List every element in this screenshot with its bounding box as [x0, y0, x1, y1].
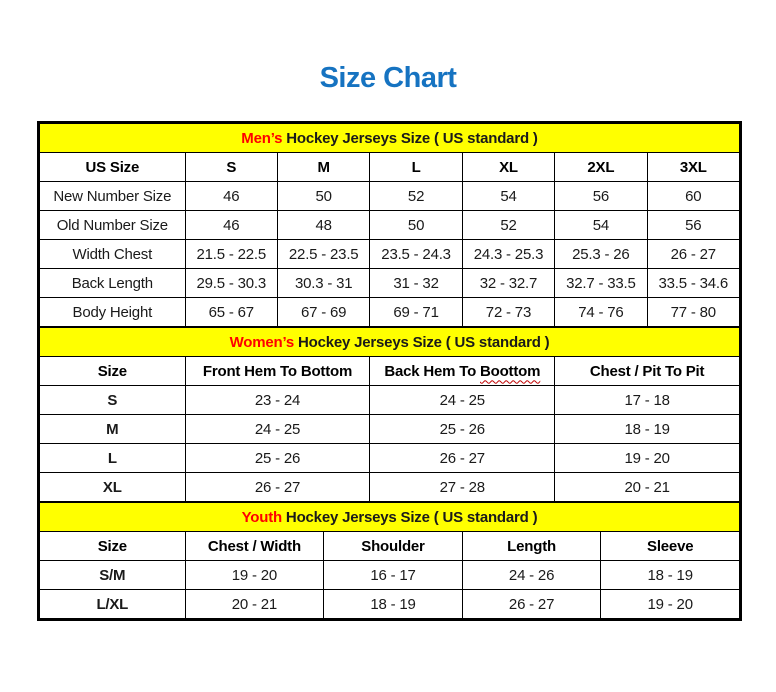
mens-value-cell: 26 - 27 — [647, 240, 739, 269]
mens-value-cell: 74 - 76 — [555, 298, 647, 327]
mens-value-cell: 46 — [185, 211, 277, 240]
youth-value-cell: 26 - 27 — [462, 590, 601, 619]
womens-value-cell: 27 - 28 — [370, 473, 555, 502]
womens-value-cell: 20 - 21 — [555, 473, 740, 502]
womens-header-row — [40, 357, 740, 386]
youth-value-cell: 20 - 21 — [185, 590, 324, 619]
youth-value-cell: 19 - 20 — [601, 590, 740, 619]
youth-row-label: S/M — [40, 561, 186, 590]
mens-value-cell: 30.3 - 31 — [277, 269, 369, 298]
mens-row-width-chest — [40, 240, 740, 269]
youth-row-label: L/XL — [40, 590, 186, 619]
mens-row-label: New Number Size — [40, 182, 186, 211]
youth-value-cell: 16 - 17 — [324, 561, 463, 590]
youth-header-row — [40, 532, 740, 561]
mens-size-table — [39, 123, 740, 327]
mens-value-cell: 56 — [647, 211, 739, 240]
mens-band-row — [40, 124, 740, 153]
mens-value-cell: 32.7 - 33.5 — [555, 269, 647, 298]
mens-header-cell-5: 2XL — [555, 153, 647, 182]
womens-value-cell: 26 - 27 — [370, 444, 555, 473]
womens-row-s — [40, 386, 740, 415]
womens-value-cell: 24 - 25 — [185, 415, 370, 444]
womens-value-cell: 24 - 25 — [370, 386, 555, 415]
mens-value-cell: 67 - 69 — [277, 298, 369, 327]
mens-value-cell: 77 - 80 — [647, 298, 739, 327]
mens-row-label: Back Length — [40, 269, 186, 298]
youth-section-heading — [40, 503, 740, 532]
mens-value-cell: 50 — [370, 211, 462, 240]
mens-heading-highlight: Men’s — [241, 129, 283, 147]
youth-row-s-m — [40, 561, 740, 590]
womens-row-xl — [40, 473, 740, 502]
womens-value-cell: 23 - 24 — [185, 386, 370, 415]
mens-header-row — [40, 153, 740, 182]
womens-size-table — [39, 327, 740, 502]
youth-heading-highlight: Youth — [241, 508, 282, 526]
mens-header-cell-4: XL — [462, 153, 554, 182]
mens-value-cell: 25.3 - 26 — [555, 240, 647, 269]
mens-header-cell-2: M — [277, 153, 369, 182]
womens-value-cell: 25 - 26 — [185, 444, 370, 473]
mens-row-back-length — [40, 269, 740, 298]
mens-value-cell: 32 - 32.7 — [462, 269, 554, 298]
mens-row-new-number-size — [40, 182, 740, 211]
mens-header-cell-1: S — [185, 153, 277, 182]
womens-value-cell: 17 - 18 — [555, 386, 740, 415]
mens-row-old-number-size — [40, 211, 740, 240]
youth-header-cell-4: Sleeve — [601, 532, 740, 561]
size-tables — [37, 121, 742, 621]
mens-value-cell: 31 - 32 — [370, 269, 462, 298]
mens-value-cell: 72 - 73 — [462, 298, 554, 327]
womens-row-label: L — [40, 444, 186, 473]
mens-row-body-height — [40, 298, 740, 327]
mens-section-heading — [40, 124, 740, 153]
womens-header-cell-3: Chest / Pit To Pit — [555, 357, 740, 386]
youth-value-cell: 19 - 20 — [185, 561, 324, 590]
mens-value-cell: 46 — [185, 182, 277, 211]
womens-row-l — [40, 444, 740, 473]
womens-section-heading — [40, 328, 740, 357]
mens-value-cell: 69 - 71 — [370, 298, 462, 327]
youth-heading-rest: Hockey Jerseys Size ( US standard ) — [281, 508, 538, 526]
mens-value-cell: 60 — [647, 182, 739, 211]
womens-band-row — [40, 328, 740, 357]
mens-value-cell: 33.5 - 34.6 — [647, 269, 739, 298]
mens-value-cell: 65 - 67 — [185, 298, 277, 327]
youth-value-cell: 18 - 19 — [601, 561, 740, 590]
womens-value-cell: 25 - 26 — [370, 415, 555, 444]
womens-heading-highlight: Women’s — [229, 333, 295, 351]
mens-value-cell: 56 — [555, 182, 647, 211]
youth-value-cell: 24 - 26 — [462, 561, 601, 590]
youth-header-cell-3: Length — [462, 532, 601, 561]
mens-value-cell: 21.5 - 22.5 — [185, 240, 277, 269]
womens-row-label: M — [40, 415, 186, 444]
womens-heading-rest: Hockey Jerseys Size ( US standard ) — [294, 333, 550, 351]
mens-value-cell: 54 — [555, 211, 647, 240]
mens-row-label: Body Height — [40, 298, 186, 327]
mens-value-cell: 50 — [277, 182, 369, 211]
mens-value-cell: 48 — [277, 211, 369, 240]
youth-header-cell-0: Size — [40, 532, 186, 561]
youth-row-l-xl — [40, 590, 740, 619]
womens-header-cell-0: Size — [40, 357, 186, 386]
womens-value-cell: 19 - 20 — [555, 444, 740, 473]
mens-header-cell-3: L — [370, 153, 462, 182]
mens-value-cell: 22.5 - 23.5 — [277, 240, 369, 269]
youth-band-row — [40, 503, 740, 532]
womens-row-label: XL — [40, 473, 186, 502]
mens-value-cell: 24.3 - 25.3 — [462, 240, 554, 269]
mens-row-label: Old Number Size — [40, 211, 186, 240]
womens-row-m — [40, 415, 740, 444]
mens-row-label: Width Chest — [40, 240, 186, 269]
mens-value-cell: 54 — [462, 182, 554, 211]
womens-header-cell-1: Front Hem To Bottom — [185, 357, 370, 386]
womens-value-cell: 26 - 27 — [185, 473, 370, 502]
mens-heading-rest: Hockey Jerseys Size ( US standard ) — [282, 129, 538, 147]
womens-row-label: S — [40, 386, 186, 415]
womens-value-cell: 18 - 19 — [555, 415, 740, 444]
mens-header-cell-6: 3XL — [647, 153, 739, 182]
mens-value-cell: 52 — [462, 211, 554, 240]
youth-value-cell: 18 - 19 — [324, 590, 463, 619]
page-title: Size Chart — [319, 62, 457, 94]
mens-value-cell: 52 — [370, 182, 462, 211]
youth-header-cell-2: Shoulder — [324, 532, 463, 561]
misspelled-word: Boottom — [480, 362, 541, 380]
mens-value-cell: 29.5 - 30.3 — [185, 269, 277, 298]
womens-header-cell-2: Back Hem To Boottom — [370, 357, 555, 386]
youth-size-table — [39, 502, 740, 619]
mens-header-cell-0: US Size — [40, 153, 186, 182]
mens-value-cell: 23.5 - 24.3 — [370, 240, 462, 269]
youth-header-cell-1: Chest / Width — [185, 532, 324, 561]
